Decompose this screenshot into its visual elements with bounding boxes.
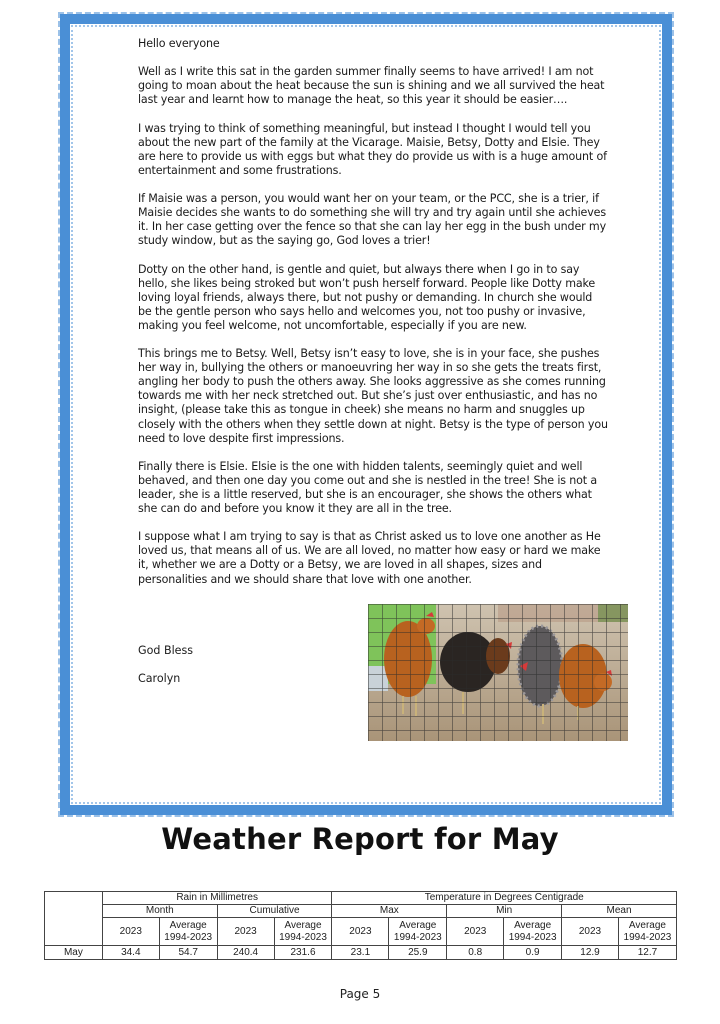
col-average: Average 1994-2023 [389, 918, 447, 946]
letter-paragraph: I was trying to think of something meaningful, but instead I thought I would tell you about the new part of the family at the Vicarage. Maisie, Betsy, Dotty and Elsie. They are here to provide us with eggs but what they do provide us with is a huge amount of entertainment and some frustrations. [138, 121, 607, 177]
temp-max-2023: 23.1 [332, 946, 389, 960]
weather-report-title: Weather Report for May [161, 822, 559, 856]
hens-photo-image [368, 604, 628, 741]
col-average: Average 1994-2023 [504, 918, 562, 946]
mean-header: Mean [562, 905, 677, 918]
letter-paragraph: If Maisie was a person, you would want her on your team, or the PCC, she is a trier, if Maisie decides she wants to do something she will try and try again until she achieves it. In her case getting over the fence so that she can lay her egg in the bush under my study window, but as the saying go, God loves a trier! [138, 192, 606, 248]
temp-mean-average: 12.7 [618, 946, 676, 960]
page-number: Page 5 [339, 987, 381, 1001]
letter-signature: Carolyn [138, 672, 181, 685]
letter-paragraph: This brings me to Betsy. Well, Betsy isn’t easy to love, she is in your face, she pushes her way in, bullying the others or manoeuvring her way in so she gets the treats first, angling her body to push the others away. She looks aggressive as she comes running towards me with her neck stretched out. But she’s just over enthusiastic, and has no insight, (please take this as tongue in cheek) she means no harm and snuggles up closely with the others when they settle down at night. Betsy is the type of person you need to love despite first impressions. [138, 347, 608, 445]
letter-paragraph: Dotty on the other hand, is gentle and quiet, but always there when I go in to say hello, she likes being stroked but won’t push herself forward. People like Dotty make loving loyal friends, always there, but not pushy or demanding. In church she would be the gentle person who says hello and welcomes you, not too pushy or invasive, making you feel welcome, not uncomfortable, especially if you are new. [138, 262, 596, 332]
letter-paragraph: Well as I write this sat in the garden summer finally seems to have arrived! I am not going to moan about the heat because the sun is shining and we all survived the heat last year and learnt how to manage the heat, so this year it should be easier…. [138, 65, 605, 107]
col-average: Average 1994-2023 [274, 918, 332, 946]
vicar-letter [138, 37, 608, 601]
temp-min-average: 0.9 [504, 946, 562, 960]
rain-group-header: Rain in Millimetres [102, 892, 332, 905]
temperature-group-header: Temperature in Degrees Centigrade [332, 892, 677, 905]
col-2023: 2023 [217, 918, 274, 946]
temp-max-average: 25.9 [389, 946, 447, 960]
letter-greeting: Hello everyone [138, 37, 220, 50]
weather-table [44, 891, 677, 960]
rain-month-average: 54.7 [159, 946, 217, 960]
letter-closing: God Bless [138, 644, 194, 657]
wire-fence [368, 604, 628, 741]
letter-paragraph: I suppose what I am trying to say is that as Christ asked us to love one another as He loved us, that means all of us. We are all loved, no matter how easy or hard we make it, whether we are a Dotty or a Betsy, we are loved in all shapes, sizes and personalities and we should share that love with one another. [138, 530, 601, 586]
temp-mean-2023: 12.9 [562, 946, 619, 960]
col-average: Average 1994-2023 [618, 918, 676, 946]
table-header-row [45, 892, 677, 905]
table-subheader-row [45, 905, 677, 918]
max-header: Max [332, 905, 447, 918]
min-header: Min [447, 905, 562, 918]
rain-cumulative-average: 231.6 [274, 946, 332, 960]
cumulative-header: Cumulative [217, 905, 332, 918]
table-column-row [45, 918, 677, 946]
col-2023: 2023 [562, 918, 619, 946]
hens-photo [368, 604, 628, 741]
rain-month-2023: 34.4 [102, 946, 159, 960]
temp-min-2023: 0.8 [447, 946, 504, 960]
blank-corner-cell [45, 892, 103, 946]
table-row [45, 946, 677, 960]
col-2023: 2023 [332, 918, 389, 946]
row-label: May [45, 946, 103, 960]
col-2023: 2023 [447, 918, 504, 946]
col-average: Average 1994-2023 [159, 918, 217, 946]
month-header: Month [102, 905, 217, 918]
letter-paragraph: Finally there is Elsie. Elsie is the one with hidden talents, seemingly quiet and well behaved, and then one day you come out and she is nestled in the tree! She is not a leader, she is a little reserved, but she is an encourager, she shows the others what she can do and before you know it they are all in the tree. [138, 459, 598, 516]
col-2023: 2023 [102, 918, 159, 946]
rain-cumulative-2023: 240.4 [217, 946, 274, 960]
